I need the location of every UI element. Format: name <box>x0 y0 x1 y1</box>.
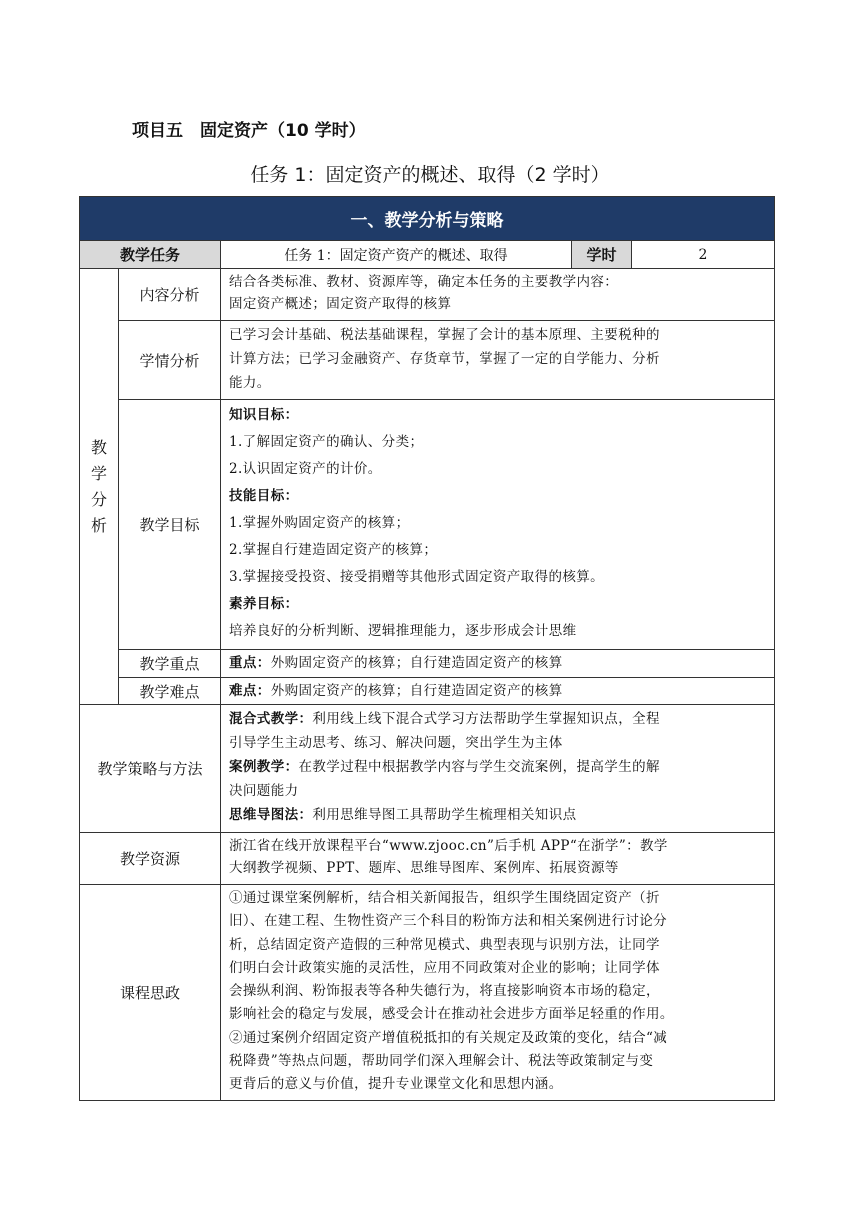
student-analysis-label: 学情分析 <box>118 320 220 399</box>
text-line: 能力。 <box>229 375 271 391</box>
knowledge-item: 1.了解固定资产的确认、分类； <box>229 434 424 450</box>
quality-heading: 素养目标： <box>229 596 299 612</box>
project-title: 项目五 固定资产（10 学时） <box>132 121 366 141</box>
case-text: 在教学过程中根据教学内容与学生交流案例，提高学生的解 <box>298 759 660 775</box>
text-line: 影响社会的稳定与发展，感受会计在推动社会进步方面举足轻重的作用。 <box>229 1006 674 1023</box>
resources-text <box>220 832 775 884</box>
skill-item: 2.掌握自行建造固定资产的核算； <box>229 542 438 558</box>
text-line: 计算方法；已学习金融资产、存货章节，掌握了一定的自学能力、分析 <box>229 351 660 367</box>
student-analysis-text <box>220 320 775 399</box>
text-line: ②通过案例介绍固定资产增值税抵扣的有关规定及政策的变化，结合“减 <box>229 1029 668 1046</box>
text-line: 大纲教学视频、PPT、题库、思维导图库、案例库、拓展资源等 <box>229 860 619 876</box>
case-prefix: 案例教学： <box>229 759 299 775</box>
skill-item: 1.掌握外购固定资产的核算； <box>229 515 410 531</box>
analysis-group-label <box>79 268 118 704</box>
text-line: 更背后的意义与价值，提升专业课堂文化和思想内涵。 <box>229 1076 563 1093</box>
section-banner: 一、教学分析与策略 <box>79 196 775 240</box>
task-title: 任务 1：固定资产的概述、取得（2 学时） <box>250 164 610 186</box>
key-points-prefix: 重点： <box>229 655 271 671</box>
case-text: 决问题能力 <box>229 783 299 799</box>
knowledge-item: 2.认识固定资产的计价。 <box>229 461 382 477</box>
objectives-label: 教学目标 <box>118 399 220 649</box>
strategy-label: 教学策略与方法 <box>79 704 220 832</box>
text-line: 浙江省在线开放课程平台“www.zjooc.cn”后手机 APP“在浙学”：教学 <box>229 838 668 854</box>
key-points-value: 外购固定资产的核算；自行建造固定资产的核算 <box>270 655 563 671</box>
analysis-char: 学 <box>90 463 107 483</box>
text-line: 旧）、在建工程、生物性资产三个科目的粉饰方法和相关案例进行讨论分 <box>229 913 668 930</box>
text-line: 会操纵利润、粉饰报表等各种失德行为，将直接影响资本市场的稳定， <box>229 983 660 1000</box>
mindmap-text: 利用思维导图工具帮助学生梳理相关知识点 <box>312 807 577 823</box>
difficulties-value: 外购固定资产的核算；自行建造固定资产的核算 <box>270 683 563 699</box>
analysis-char: 教 <box>90 437 107 457</box>
text-line: 结合各类标准、教材、资源库等，确定本任务的主要教学内容： <box>229 274 619 290</box>
difficulties-label: 教学难点 <box>118 677 220 704</box>
blended-prefix: 混合式教学： <box>229 711 313 727</box>
strategy-text <box>220 704 775 832</box>
difficulties-text <box>220 677 775 704</box>
text-line: 析，总结固定资产造假的三种常见模式、典型表现与识别方法，让同学 <box>229 936 660 953</box>
key-points-label: 教学重点 <box>118 649 220 677</box>
task-value: 任务 1：固定资产资产的概述、取得 <box>220 240 571 268</box>
hours-value: 2 <box>631 240 775 268</box>
quality-item: 培养良好的分析判断、逻辑推理能力，逐步形成会计思维 <box>229 623 577 639</box>
skill-heading: 技能目标： <box>229 488 299 504</box>
task-label: 教学任务 <box>79 240 220 268</box>
hours-label: 学时 <box>571 240 631 268</box>
analysis-char: 析 <box>90 515 107 535</box>
text-line: 税降费”等热点问题，帮助同学们深入理解会计、税法等政策制定与变 <box>229 1053 654 1070</box>
blended-text: 利用线上线下混合式学习方法帮助学生掌握知识点，全程 <box>312 711 660 727</box>
knowledge-heading: 知识目标： <box>229 407 299 423</box>
text-line: 固定资产概述；固定资产取得的核算 <box>229 296 452 312</box>
resources-label: 教学资源 <box>79 832 220 884</box>
analysis-char: 分 <box>90 489 107 509</box>
skill-item: 3.掌握接受投资、接受捐赠等其他形式固定资产取得的核算。 <box>229 569 605 585</box>
blended-text: 引导学生主动思考、练习、解决问题，突出学生为主体 <box>229 735 563 751</box>
text-line: ①通过课堂案例解析，结合相关新闻报告，组织学生围绕固定资产（折 <box>229 890 660 906</box>
content-analysis-text <box>220 268 775 320</box>
ideology-label: 课程思政 <box>79 884 220 1101</box>
ideology-text <box>220 884 775 1101</box>
key-points-text <box>220 649 775 677</box>
mindmap-prefix: 思维导图法： <box>229 807 313 823</box>
objectives-text <box>220 399 775 649</box>
content-analysis-label: 内容分析 <box>118 268 220 320</box>
text-line: 们明白会计政策实施的灵活性，应用不同政策对企业的影响；让同学体 <box>229 959 660 976</box>
text-line: 已学习会计基础、税法基础课程，掌握了会计的基本原理、主要税种的 <box>229 327 660 343</box>
difficulties-prefix: 难点： <box>229 683 271 699</box>
